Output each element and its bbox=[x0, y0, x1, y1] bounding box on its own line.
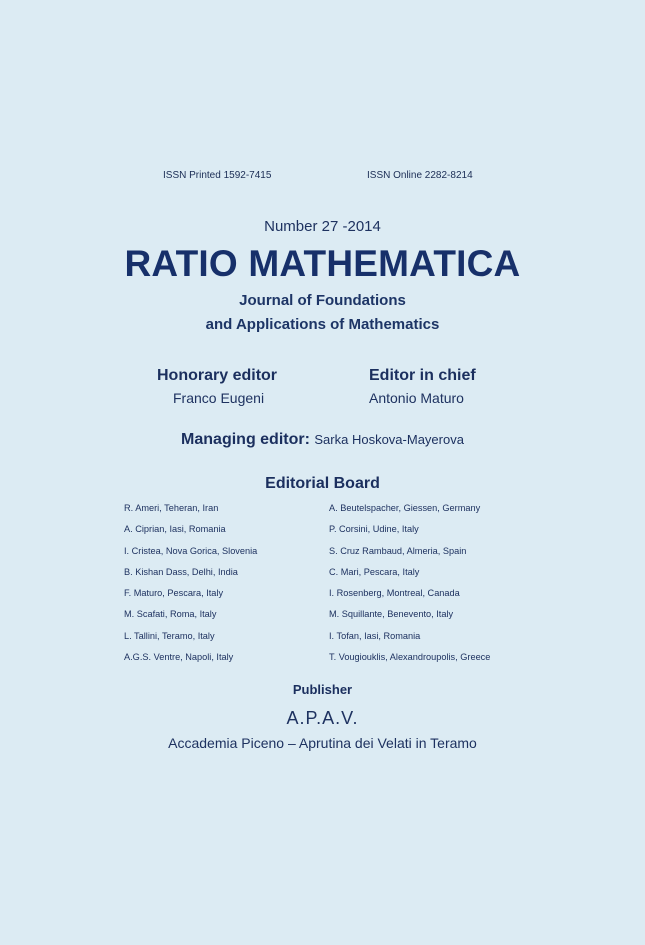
board-member: F. Maturo, Pescara, Italy bbox=[124, 588, 224, 599]
honorary-editor-label: Honorary editor bbox=[157, 367, 278, 384]
board-member: I. Cristea, Nova Gorica, Slovenia bbox=[124, 545, 258, 556]
board-member: I. Tofan, Iasi, Romania bbox=[329, 630, 421, 641]
journal-title: RATIO MATHEMATICA bbox=[124, 243, 521, 284]
board-row bbox=[124, 503, 544, 524]
managing-editor bbox=[0, 431, 645, 449]
journal-subtitle-line2: and Applications of Mathematics bbox=[205, 316, 440, 333]
board-member: A.G.S. Ventre, Napoli, Italy bbox=[124, 652, 234, 663]
issn-online: ISSN Online 2282-8214 bbox=[367, 170, 473, 181]
board-member: P. Corsini, Udine, Italy bbox=[329, 524, 419, 535]
board-member: B. Kishan Dass, Delhi, India bbox=[124, 566, 238, 577]
board-row bbox=[124, 609, 544, 630]
board-row bbox=[124, 652, 544, 673]
board-member: A. Ciprian, Iasi, Romania bbox=[124, 524, 226, 535]
editorial-board-list bbox=[124, 503, 544, 673]
board-member: R. Ameri, Teheran, Iran bbox=[124, 503, 219, 513]
board-row bbox=[124, 567, 544, 588]
board-row bbox=[124, 631, 544, 652]
board-member: S. Cruz Rambaud, Almeria, Spain bbox=[329, 545, 467, 556]
board-row bbox=[124, 588, 544, 609]
publisher-name: A.P.A.V. bbox=[286, 708, 359, 728]
issn-printed: ISSN Printed 1592-7415 bbox=[163, 170, 272, 181]
editor-in-chief-name: Antonio Maturo bbox=[369, 390, 464, 406]
managing-editor-name: Sarka Hoskova-Mayerova bbox=[314, 432, 464, 447]
board-member: C. Mari, Pescara, Italy bbox=[329, 566, 420, 577]
board-member: L. Tallini, Teramo, Italy bbox=[124, 630, 215, 641]
honorary-editor-name: Franco Eugeni bbox=[173, 390, 265, 406]
board-row bbox=[124, 546, 544, 567]
board-row bbox=[124, 524, 544, 545]
publisher-heading: Publisher bbox=[292, 682, 353, 697]
board-member: M. Squillante, Benevento, Italy bbox=[329, 609, 454, 620]
board-member: A. Beutelspacher, Giessen, Germany bbox=[329, 503, 481, 513]
issue-number: Number 27 -2014 bbox=[264, 218, 381, 235]
board-member: M. Scafati, Roma, Italy bbox=[124, 609, 217, 620]
editor-in-chief-label: Editor in chief bbox=[369, 367, 476, 384]
journal-subtitle-line1: Journal of Foundations bbox=[239, 292, 406, 309]
board-member: T. Vougiouklis, Alexandroupolis, Greece bbox=[329, 652, 491, 663]
board-member: I. Rosenberg, Montreal, Canada bbox=[329, 588, 460, 599]
publisher-full-name: Accademia Piceno – Aprutina dei Velati in Teramo bbox=[168, 735, 477, 751]
editorial-board-heading: Editorial Board bbox=[265, 475, 380, 492]
managing-editor-label: Managing editor: bbox=[181, 431, 310, 448]
